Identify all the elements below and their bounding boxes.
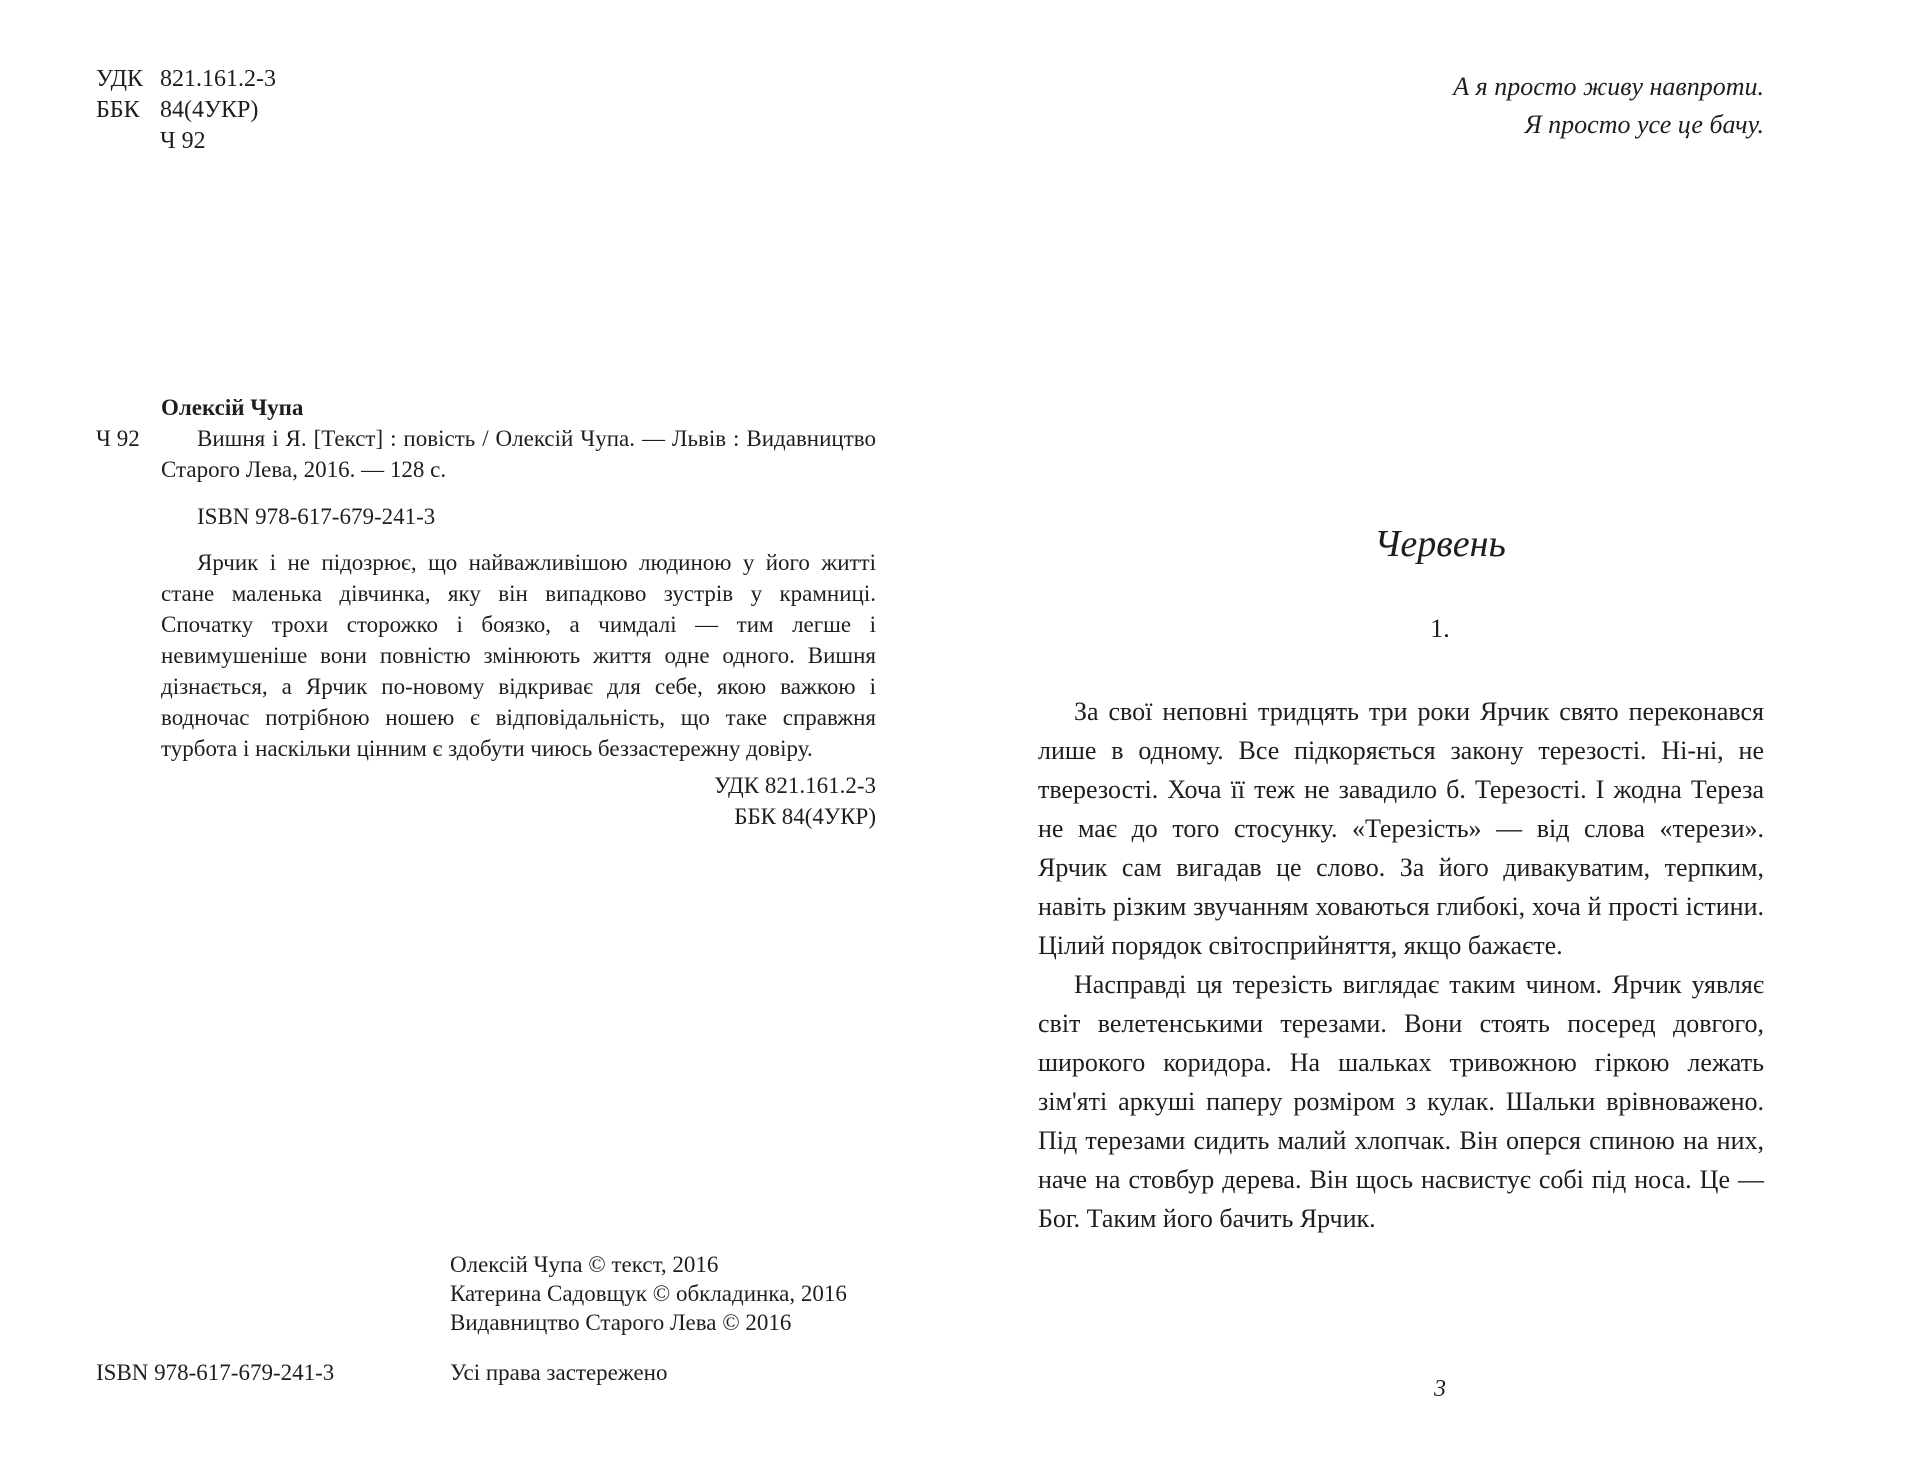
classification-label: УДК [96, 66, 143, 92]
copyright-notices [450, 1250, 847, 1337]
paragraph: За свої неповні тридцять три роки Ярчик свято переконався лише в одному. Все підкоряється закону терезості. Ні-ні, не тверезості. Хоча її теж не завадило б. Терезості. І жодна Тереза не має до того стосунку. «Терезість» — від слова «терези». Ярчик сам вигадав це слово. За його дивакуватим, терпким, навіть різким звучанням ховаються глибокі, хоча й прості істини. Цілий порядок світосприйняття, якщо бажаєте. [1038, 697, 1764, 960]
paragraph: Насправді ця терезість виглядає таким чином. Ярчик уявляє світ велетенськими терезами. Вони стоять посеред довгого, широкого коридора. На шальках тривожною гіркою лежать зім'яті аркуші паперу розміром з кулак. Шальки врівноважено. Під терезами сидить малий хлопчак. Він оперся спиною на них, наче на стовбур дерева. Він щось насвистує собі під носа. Це — Бог. Таким його бачить Ярчик. [1038, 970, 1764, 1233]
classification-value: 821.161.2-3 [160, 66, 276, 92]
classification-value: Ч 92 [160, 128, 206, 154]
page-number: 3 [1434, 1376, 1446, 1402]
classification-row-author-mark [96, 126, 276, 157]
copyright-line: Олексій Чупа © текст, 2016 [450, 1252, 719, 1277]
rights-reserved: Усі права застережено [450, 1360, 668, 1385]
isbn-footer: ISBN 978-617-679-241-3 [96, 1360, 335, 1385]
right-page-text [960, 0, 1920, 1457]
catalog-annotation: Ярчик і не підозрює, що найважливішою людиною у його житті стане маленька дівчинка, яку він випадково зустрів у крамниці. Спочатку трохи сторожко і боязко, а чимдалі — тим легше і невимушеніше вони повністю змінюють життя одне одного. Вишня дізнається, а Ярчик по-новому відкриває для себе, якою важкою і водночас потрібною ношею є відповідальність, що таке справжня турбота і наскільки цінним є здобути чиюсь беззастережну довіру. [161, 550, 876, 761]
catalog-bbk: ББК 84(4УКР) [734, 804, 876, 829]
classification-block [96, 64, 276, 157]
classification-row-bbk [96, 95, 276, 126]
catalog-author: Олексій Чупа [161, 395, 304, 420]
catalog-classification [714, 770, 876, 832]
classification-label [96, 126, 160, 157]
classification-row-udk [96, 64, 276, 95]
catalog-isbn: ISBN 978-617-679-241-3 [197, 504, 436, 529]
copyright-line: Видавництво Старого Лева © 2016 [450, 1310, 792, 1335]
copyright-line: Катерина Садовщук © обкладинка, 2016 [450, 1281, 847, 1306]
epigraph [1453, 68, 1764, 144]
epigraph-line: А я просто живу навпроти. [1453, 72, 1764, 101]
body-text [1038, 692, 1764, 1238]
classification-value: 84(4УКР) [160, 97, 259, 123]
catalog-udk: УДК 821.161.2-3 [714, 773, 876, 798]
section-number: 1. [1430, 614, 1450, 643]
classification-label: ББК [96, 97, 140, 123]
epigraph-line: Я просто усе це бачу. [1524, 110, 1764, 139]
catalog-bibliographic-entry: Вишня і Я. [Текст] : повість / Олексій Чупа. — Львів : Видавництво Старого Лева, 2016. — 128 с. [161, 426, 876, 482]
chapter-title: Червень [1374, 523, 1506, 565]
catalog-author-mark: Ч 92 [96, 426, 140, 451]
